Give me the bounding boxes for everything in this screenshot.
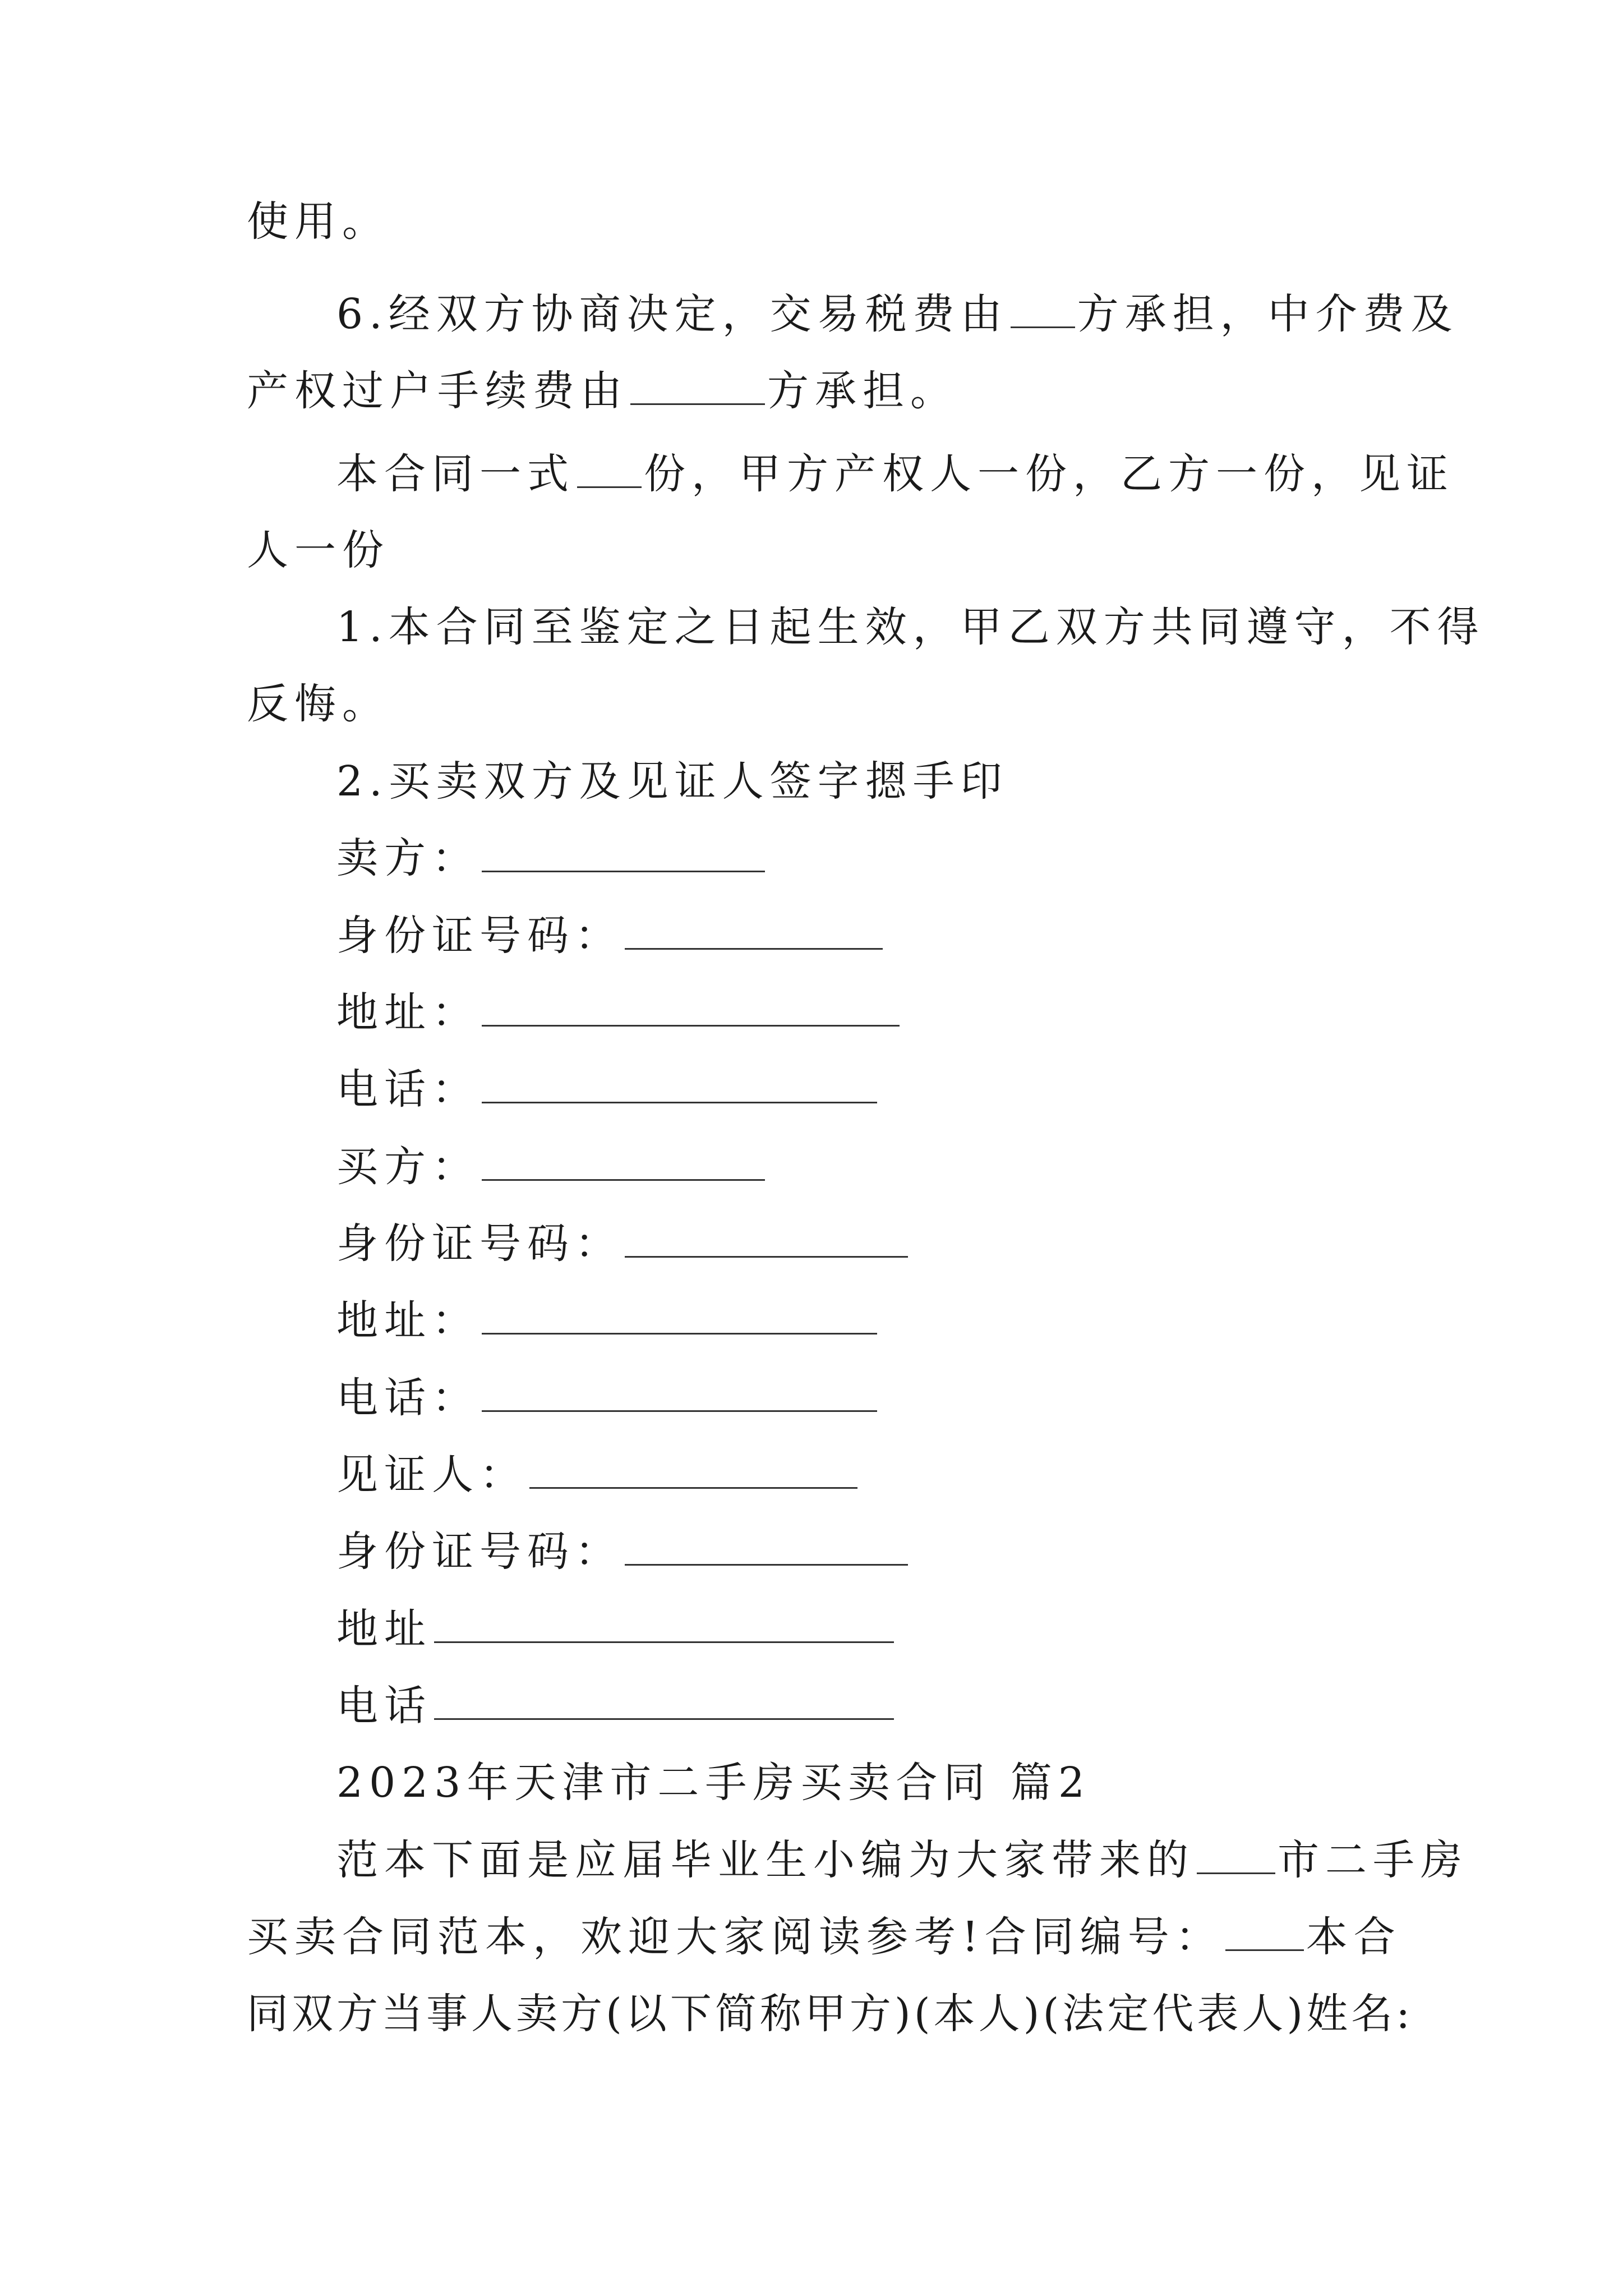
text-segment: 市二手房: [1278, 1836, 1468, 1884]
signature-field: [336, 1216, 1481, 1272]
signature-field: [336, 830, 1481, 886]
signature-field: [336, 1370, 1481, 1426]
blank-line: [529, 1454, 857, 1489]
signature-field: [336, 1139, 1481, 1195]
blank-line: [625, 1531, 908, 1566]
paragraph-line: [336, 286, 1481, 342]
text-segment: 方承担。: [767, 367, 958, 415]
field-label: 见证人：: [336, 1451, 527, 1499]
blank-line: [1011, 293, 1075, 328]
paragraph-line: [336, 753, 1481, 809]
text-segment: 范本下面是应届毕业生小编为大家带来的: [336, 1836, 1195, 1884]
signature-field: [336, 1292, 1481, 1349]
blank-line: [482, 1069, 877, 1103]
field-label: 地址: [336, 1605, 432, 1653]
blank-line: [1197, 1839, 1275, 1874]
signature-field: [336, 1447, 1481, 1503]
field-label: 身份证号码：: [336, 1220, 623, 1268]
text-segment: 方承担，中介费及: [1077, 290, 1459, 338]
text-segment: 买卖合同范本，欢迎大家阅读参考!合同编号：: [247, 1913, 1223, 1961]
text-segment: 同双方当事人卖方(以下简称甲方)(本人)(法定代表人)姓名:: [247, 1990, 1414, 2038]
signature-field: [336, 1524, 1481, 1580]
blank-line: [482, 992, 900, 1027]
text-segment: 2.买卖双方及见证人签字摁手印: [336, 757, 1008, 806]
field-label: 地址：: [336, 1296, 479, 1345]
text-segment: 人一份: [247, 526, 390, 574]
blank-line: [625, 1223, 908, 1258]
blank-line: [434, 1685, 894, 1720]
field-label: 电话: [336, 1682, 432, 1730]
field-label: 电话：: [336, 1065, 479, 1114]
paragraph-line: [247, 676, 1391, 732]
signature-field: [336, 1061, 1481, 1117]
section-title-text: 2023年天津市二手房买卖合同 篇2: [336, 1759, 1091, 1807]
field-label: 卖方：: [336, 834, 479, 882]
field-label: 买方：: [336, 1143, 479, 1191]
text-segment: 使用。: [247, 197, 390, 246]
field-label: 电话：: [336, 1374, 479, 1422]
paragraph-line: [247, 194, 1391, 250]
text-segment: 本合: [1306, 1913, 1401, 1961]
text-segment: 反悔。: [247, 680, 390, 728]
paragraph-line: [247, 1909, 1401, 1965]
blank-line: [434, 1608, 894, 1643]
text-segment: 产权过户手续费由: [247, 367, 628, 415]
signature-field: [336, 984, 1481, 1041]
text-segment: 本合同一式: [336, 450, 575, 498]
paragraph-line: [336, 599, 1485, 655]
paragraph-line: [247, 522, 1391, 578]
text-segment: 1.本合同至鉴定之日起生效，甲乙双方共同遵守，不得: [336, 603, 1485, 651]
signature-field: [336, 908, 1481, 964]
text-segment: 份，甲方产权人一份，乙方一份，见证: [644, 450, 1454, 498]
paragraph-line: [247, 1986, 1414, 2042]
blank-line: [482, 1300, 877, 1335]
blank-line: [577, 453, 642, 488]
paragraph-line: [247, 363, 1391, 419]
blank-line: [1225, 1916, 1304, 1951]
field-label: 地址：: [336, 988, 479, 1037]
blank-line: [482, 1146, 765, 1181]
blank-line: [482, 838, 765, 872]
field-label: 身份证号码：: [336, 912, 623, 960]
blank-line: [625, 915, 883, 950]
text-segment: 6.经双方协商决定，交易税费由: [336, 290, 1008, 338]
blank-line: [482, 1377, 877, 1412]
blank-line: [630, 370, 765, 405]
section-title: [336, 1755, 1481, 1811]
paragraph-line: [336, 1832, 1481, 1888]
signature-field: [336, 1601, 1481, 1657]
field-label: 身份证号码：: [336, 1527, 623, 1576]
signature-field: [336, 1678, 1481, 1734]
paragraph-line: [336, 446, 1481, 502]
